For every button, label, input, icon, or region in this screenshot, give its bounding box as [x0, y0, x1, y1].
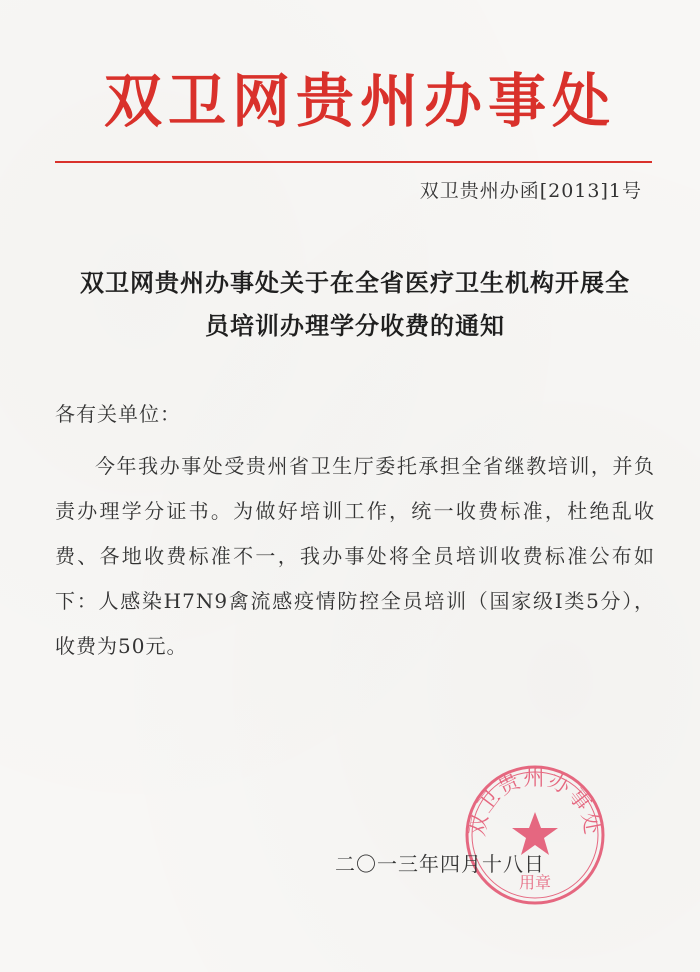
- letterhead-title: 双卫网贵州办事处: [103, 67, 616, 135]
- seal-arc-text: 双卫贵州办事处: [465, 765, 605, 838]
- notice-title-line-2: 员培训办理学分收费的通知: [205, 312, 505, 340]
- official-seal-stamp: [460, 760, 610, 910]
- salutation: 各有关单位：: [55, 402, 181, 426]
- seal-bottom-text: 用章: [518, 873, 552, 892]
- letterhead-red-rule: [55, 161, 652, 163]
- notice-title: [60, 262, 650, 348]
- body-paragraph: 今年我办事处受贵州省卫生厅委托承担全省继教培训，并负责办理学分证书。为做好培训工作，统一收费标准，杜绝乱收费、各地收费标准不一，我办事处将全员培训收费标准公布如下：人感染H7N9禽流感疫情防控全员培训（国家级Ⅰ类5分），收费为50元。: [55, 454, 655, 658]
- document-number: 双卫贵州办函[2013]1号: [419, 180, 642, 202]
- issue-date: 二〇一三年四月十八日: [335, 852, 545, 876]
- notice-title-line-1: 双卫网贵州办事处关于在全省医疗卫生机构开展全: [80, 269, 630, 297]
